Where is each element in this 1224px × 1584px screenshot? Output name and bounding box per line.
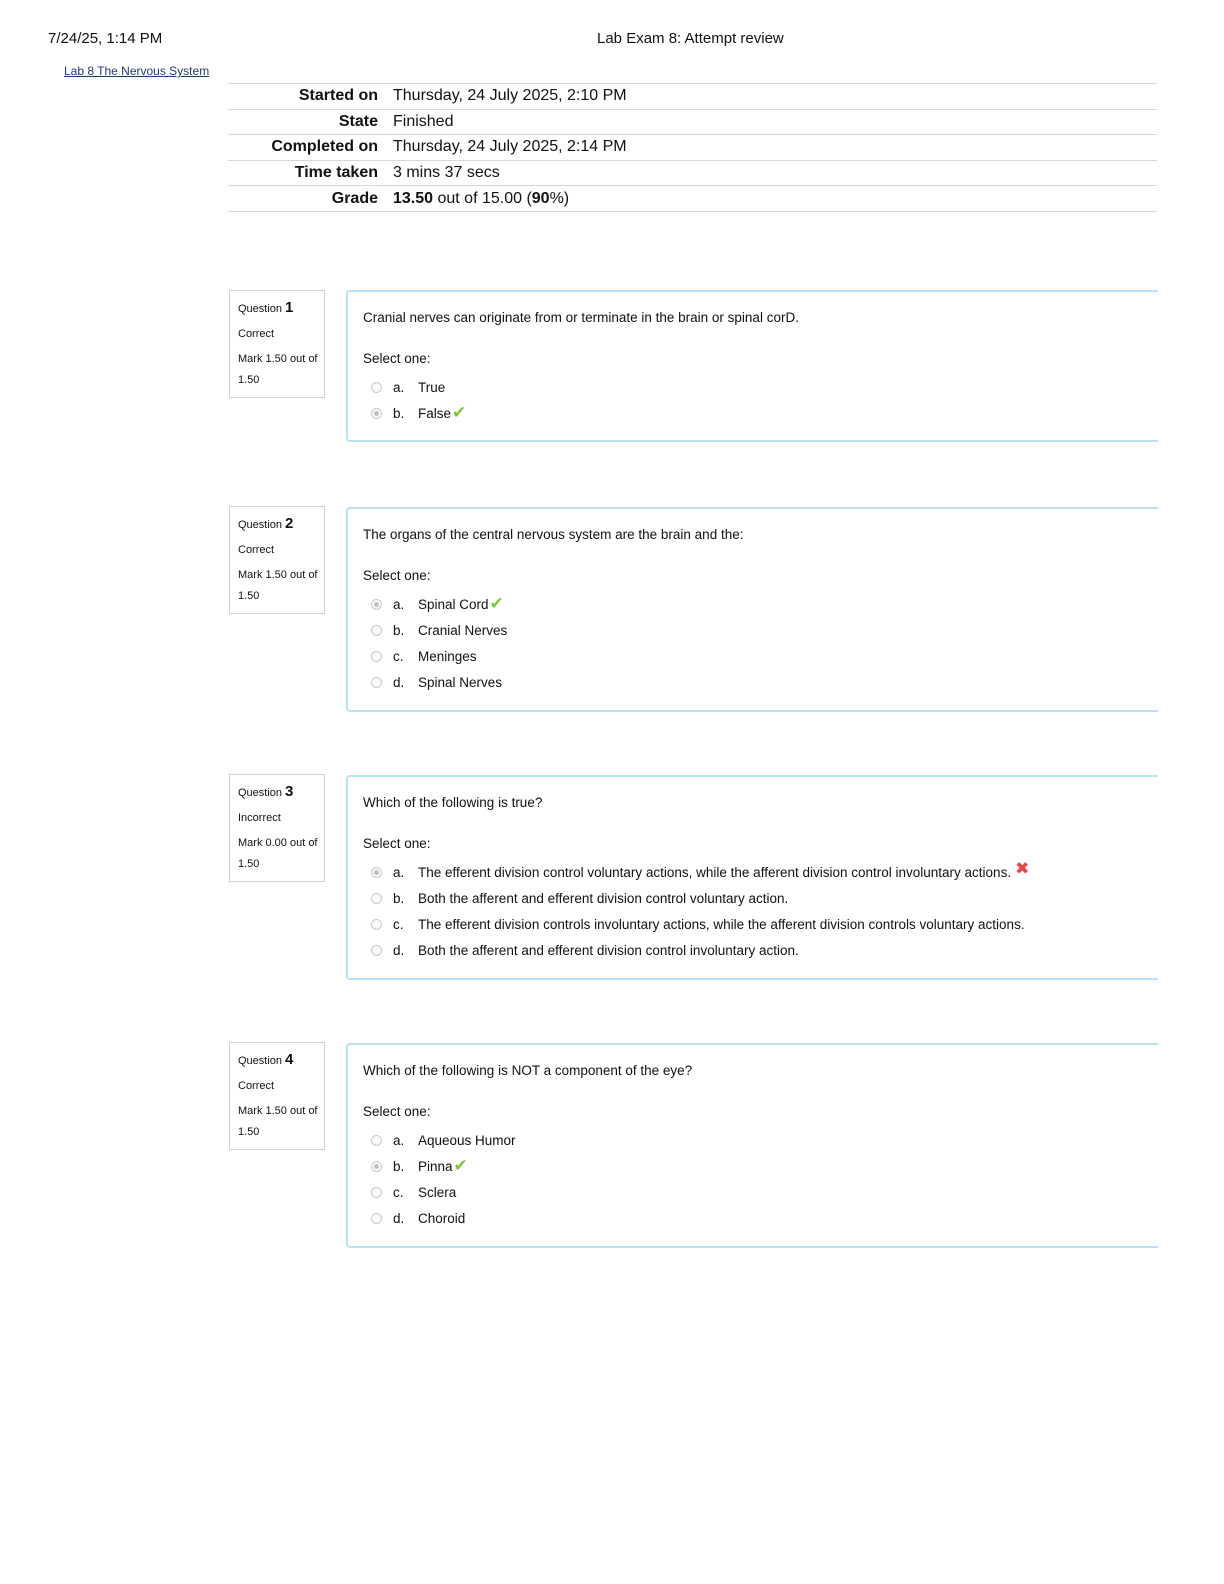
question-text: Which of the following is true? (363, 795, 543, 810)
grade-suffix: %) (549, 189, 570, 207)
answer-text: Meninges (418, 648, 477, 664)
summary-label: Grade (331, 189, 378, 207)
question-state: Correct (238, 1080, 275, 1092)
question-label: Question (238, 787, 283, 799)
print-date: 7/24/25, 1:14 PM (48, 30, 163, 47)
answer-option-2[interactable] (363, 885, 1158, 911)
answer-text: The efferent division control voluntary actions, while the afferent division control involuntary actions. (418, 864, 1012, 880)
question-info-box (229, 290, 325, 398)
summary-row-time-taken (228, 160, 1157, 186)
answer-letter: b. (393, 1158, 405, 1174)
answer-text: Spinal Cord (418, 596, 489, 612)
answer-radio[interactable] (371, 408, 382, 419)
question-info-box (229, 1042, 325, 1150)
answer-radio[interactable] (371, 651, 382, 662)
question-info-box (229, 506, 325, 614)
answer-text: Aqueous Humor (418, 1132, 516, 1148)
answer-radio[interactable] (371, 1213, 382, 1224)
answer-radio[interactable] (371, 1187, 382, 1198)
attempt-summary-table (228, 83, 1157, 212)
question-number-row (238, 781, 316, 803)
summary-label: Completed on (271, 138, 378, 156)
question-label: Question (238, 1055, 283, 1067)
answer-option-4[interactable] (363, 937, 1158, 963)
summary-value: Finished (393, 112, 454, 130)
answer-text: Both the afferent and efferent division control involuntary action. (418, 942, 799, 958)
summary-label: State (338, 112, 378, 130)
answer-radio[interactable] (371, 1161, 382, 1172)
answer-option-4[interactable] (363, 1205, 1158, 1231)
question-number: 1 (285, 299, 294, 316)
answer-radio[interactable] (371, 893, 382, 904)
answer-text: Cranial Nerves (418, 622, 508, 638)
answer-text: False (418, 405, 452, 421)
answer-text: Pinna (418, 1158, 453, 1174)
grade-score: 13.50 (393, 189, 434, 207)
question-mark: Mark 1.50 out of 1.50 (238, 353, 318, 386)
answer-letter: a. (393, 596, 405, 612)
question-mark: Mark 1.50 out of 1.50 (238, 1105, 318, 1138)
question-state: Correct (238, 328, 275, 340)
answer-text: Sclera (418, 1184, 457, 1200)
grade-percent: 90 (531, 189, 550, 207)
question-text: Which of the following is NOT a component of the eye? (363, 1063, 693, 1078)
check-icon: ✔ (452, 403, 467, 422)
breadcrumb-course-link[interactable]: Lab 8 The Nervous System (64, 64, 210, 78)
summary-value: 3 mins 37 secs (393, 164, 500, 182)
question-state: Incorrect (238, 812, 281, 824)
answer-letter: b. (393, 890, 405, 906)
answer-option-1[interactable] (363, 1127, 1158, 1153)
answer-letter: b. (393, 405, 405, 421)
question-mark: Mark 0.00 out of 1.50 (238, 837, 318, 870)
question-content (346, 1043, 1158, 1248)
answer-option-4[interactable] (363, 669, 1158, 695)
answer-letter: d. (393, 1210, 405, 1226)
answer-letter: a. (393, 864, 405, 880)
summary-row-completed (228, 135, 1157, 161)
answer-list (363, 1127, 1158, 1231)
summary-value: Thursday, 24 July 2025, 2:14 PM (393, 138, 627, 156)
question-mark: Mark 1.50 out of 1.50 (238, 569, 318, 602)
print-header (48, 30, 1224, 50)
print-title: Lab Exam 8: Attempt review (597, 30, 784, 47)
question-number-row (238, 513, 316, 535)
answer-letter: d. (393, 942, 405, 958)
answer-option-1[interactable] (363, 859, 1158, 885)
answer-letter: c. (393, 648, 404, 664)
question-info-box (229, 774, 325, 882)
answer-prompt: Select one: (363, 351, 431, 366)
grade-out-of: out of 15.00 ( (433, 189, 532, 207)
answer-option-2[interactable] (363, 617, 1158, 643)
question-label: Question (238, 519, 283, 531)
answer-prompt: Select one: (363, 1104, 431, 1119)
question-number: 2 (285, 515, 294, 532)
answer-letter: b. (393, 622, 405, 638)
answer-prompt: Select one: (363, 568, 431, 583)
grade-value (393, 186, 1157, 212)
answer-option-1[interactable] (363, 591, 1158, 617)
summary-row-grade (228, 186, 1157, 212)
question-label: Question (238, 303, 283, 315)
answer-list (363, 374, 1158, 426)
question-state: Correct (238, 544, 275, 556)
answer-letter: c. (393, 916, 404, 932)
question-number: 3 (285, 783, 294, 800)
question-content (346, 775, 1158, 980)
answer-list (363, 591, 1158, 695)
answer-text: True (418, 379, 446, 395)
answer-list (363, 859, 1158, 963)
question-number-row (238, 1049, 316, 1071)
answer-letter: d. (393, 674, 405, 690)
answer-radio[interactable] (371, 919, 382, 930)
answer-radio[interactable] (371, 382, 382, 393)
answer-letter: c. (393, 1184, 404, 1200)
summary-row-state (228, 109, 1157, 135)
answer-option-3[interactable] (363, 911, 1158, 937)
question-content (346, 507, 1158, 712)
question-number-row (238, 297, 316, 319)
cross-icon: ✖ (1015, 859, 1030, 878)
answer-radio[interactable] (371, 945, 382, 956)
answer-radio[interactable] (371, 867, 382, 878)
answer-radio[interactable] (371, 625, 382, 636)
answer-text: Choroid (418, 1210, 466, 1226)
summary-label: Time taken (294, 164, 378, 182)
answer-option-2[interactable] (363, 400, 1158, 426)
answer-radio[interactable] (371, 677, 382, 688)
check-icon: ✔ (489, 594, 504, 613)
question-text: Cranial nerves can originate from or terminate in the brain or spinal corD. (363, 310, 799, 325)
answer-letter: a. (393, 1132, 405, 1148)
answer-radio[interactable] (371, 599, 382, 610)
question-number: 4 (285, 1051, 294, 1068)
check-icon: ✔ (453, 1156, 468, 1175)
answer-option-3[interactable] (363, 1179, 1158, 1205)
answer-text: Spinal Nerves (418, 674, 503, 690)
summary-row-started (228, 84, 1157, 110)
answer-option-3[interactable] (363, 643, 1158, 669)
answer-option-2[interactable] (363, 1153, 1158, 1179)
summary-value: Thursday, 24 July 2025, 2:10 PM (393, 87, 627, 105)
question-content (346, 290, 1158, 442)
answer-option-1[interactable] (363, 374, 1158, 400)
answer-radio[interactable] (371, 1135, 382, 1146)
answer-prompt: Select one: (363, 836, 431, 851)
answer-text: Both the afferent and efferent division control voluntary action. (418, 890, 789, 906)
answer-letter: a. (393, 379, 405, 395)
answer-text: The efferent division controls involuntary actions, while the afferent division controls voluntary actions. (418, 916, 1025, 932)
summary-label: Started on (298, 87, 378, 105)
question-text: The organs of the central nervous system are the brain and the: (363, 527, 744, 542)
